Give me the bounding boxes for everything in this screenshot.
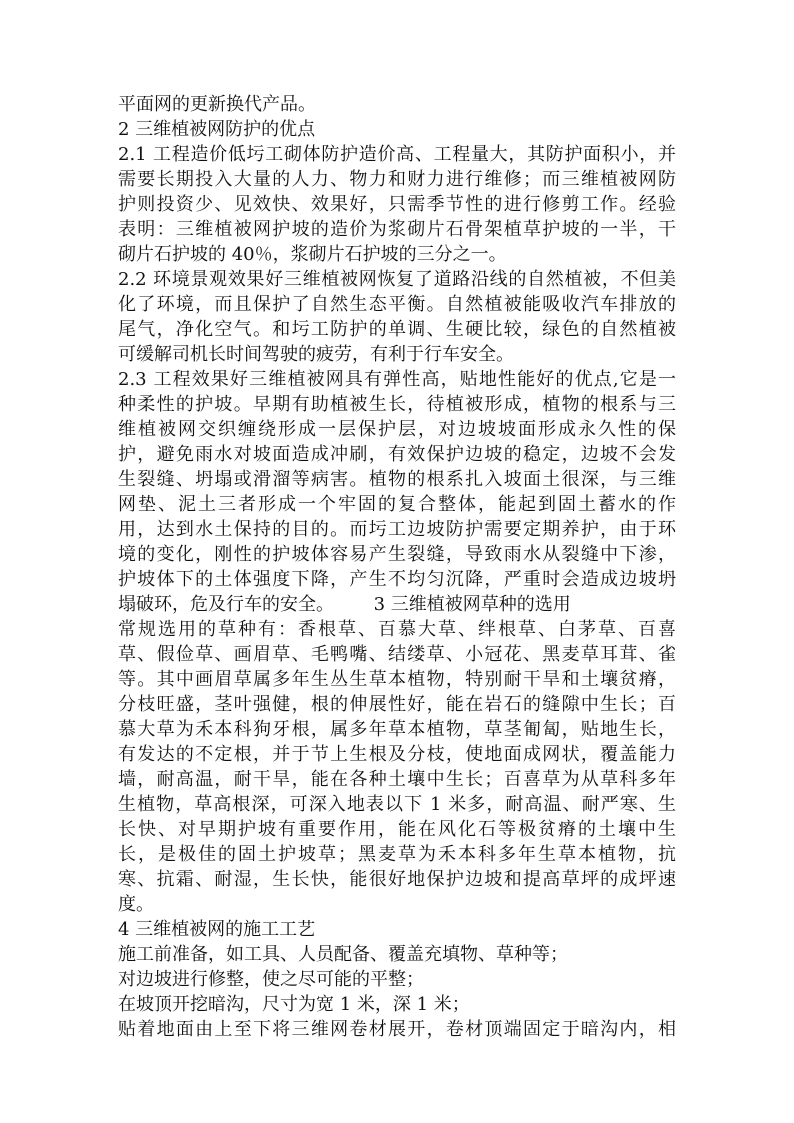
text-line: 生植物，草高根深，可深入地表以下 1 米多，耐高温、耐严寒、生 [118, 794, 676, 815]
text-line: 等。其中画眉草属多年生丛生草本植物，特别耐干旱和土壤贫瘠， [118, 669, 676, 690]
text-line: 常规选用的草种有：香根草、百慕大草、绊根草、白茅草、百喜 [118, 619, 676, 640]
text-line: 需要长期投入大量的人力、物力和财力进行维修；而三维植被网防 [118, 169, 676, 190]
text-line: 2.1 工程造价低圬工砌体防护造价高、工程量大，其防护面积小，并 [118, 144, 676, 165]
text-line: 用，达到水土保持的目的。而圬工边坡防护需要定期养护，由于环 [118, 519, 676, 540]
section-heading: 4 三维植被网的施工工艺 [118, 919, 316, 940]
text-line: 维植被网交织缠绕形成一层保护层，对边坡坡面形成永久性的保 [118, 419, 676, 440]
text-line: 表明：三维植被网护坡的造价为浆砌片石骨架植草护坡的一半，干 [118, 219, 676, 240]
text-line: 护坡体下的土体强度下降，产生不均匀沉降，严重时会造成边坡坍 [118, 569, 676, 590]
text-line: 在坡顶开挖暗沟，尺寸为宽 1 米，深 1 米； [118, 994, 470, 1015]
text-line: 砌片石护坡的 40％，浆砌片石护坡的三分之一。 [118, 244, 507, 265]
text-line: 慕大草为禾本科狗牙根，属多年草本植物，草茎匍匐，贴地生长， [118, 719, 676, 740]
text-line: 度。 [118, 894, 154, 915]
text-line: 2.2 环境景观效果好三维植被网恢复了道路沿线的自然植被，不但美 [118, 269, 676, 290]
text-line: 对边坡进行修整，使之尽可能的平整； [118, 969, 424, 990]
text-line: 可缓解司机长时间驾驶的疲劳，有利于行车安全。 [118, 344, 514, 365]
text-line: 化了环境，而且保护了自然生态平衡。自然植被能吸收汽车排放的 [118, 294, 676, 315]
text-line: 分枝旺盛，茎叶强健，根的伸展性好，能在岩石的缝隙中生长；百 [118, 694, 676, 715]
text-line: 墙，耐高温，耐干旱，能在各种土壤中生长；百喜草为从草科多年 [118, 769, 676, 790]
section-heading: 3 三维植被网草种的选用 [373, 594, 571, 615]
paragraph [118, 617, 676, 917]
document-page [118, 92, 676, 1042]
text-line: 境的变化，刚性的护坡体容易产生裂缝，导致雨水从裂缝中下渗， [118, 544, 676, 565]
section-heading: 2 三维植被网防护的优点 [118, 119, 316, 140]
text-line: 有发达的不定根，并于节上生根及分枝，使地面成网状，覆盖能力 [118, 744, 676, 765]
text-line: 长，是极佳的固土护坡草；黑麦草为禾本科多年生草本植物，抗 [118, 844, 676, 865]
text-line: 种柔性的护坡。早期有助植被生长，待植被形成，植物的根系与三 [118, 394, 676, 415]
paragraph [118, 267, 676, 367]
text-line: 塌破环，危及行车的安全。 [118, 594, 334, 615]
text-line: 尾气，净化空气。和圬工防护的单调、生硬比较，绿色的自然植被 [118, 319, 676, 340]
text-line: 平面网的更新换代产品。 [118, 94, 316, 115]
split-line [118, 592, 676, 617]
text-line: 2.3 工程效果好三维植被网具有弹性高，贴地性能好的优点,它是一 [118, 369, 676, 390]
text-line: 网垫、泥土三者形成一个牢固的复合整体，能起到固土蓄水的作 [118, 494, 676, 515]
text-line: 生裂缝、坍塌或滑溜等病害。植物的根系扎入坡面土很深，与三维 [118, 469, 676, 490]
text-line: 施工前准备，如工具、人员配备、覆盖充填物、草种等； [118, 944, 568, 965]
text-line: 长快、对早期护坡有重要作用，能在风化石等极贫瘠的土壤中生 [118, 819, 676, 840]
paragraph [118, 367, 676, 592]
text-line: 草、假俭草、画眉草、毛鸭嘴、结缕草、小冠花、黑麦草耳茸、雀 [118, 644, 676, 665]
text-line: 护，避免雨水对坡面造成冲刷，有效保护边坡的稳定，边坡不会发 [118, 444, 676, 465]
text-line: 寒、抗霜、耐湿，生长快，能很好地保护边坡和提高草坪的成坪速 [118, 869, 676, 890]
text-line: 护则投资少、见效快、效果好，只需季节性的进行修剪工作。经验 [118, 194, 676, 215]
paragraph [118, 142, 676, 267]
text-line: 贴着地面由上至下将三维网卷材展开，卷材顶端固定于暗沟内，相 [118, 1019, 676, 1040]
